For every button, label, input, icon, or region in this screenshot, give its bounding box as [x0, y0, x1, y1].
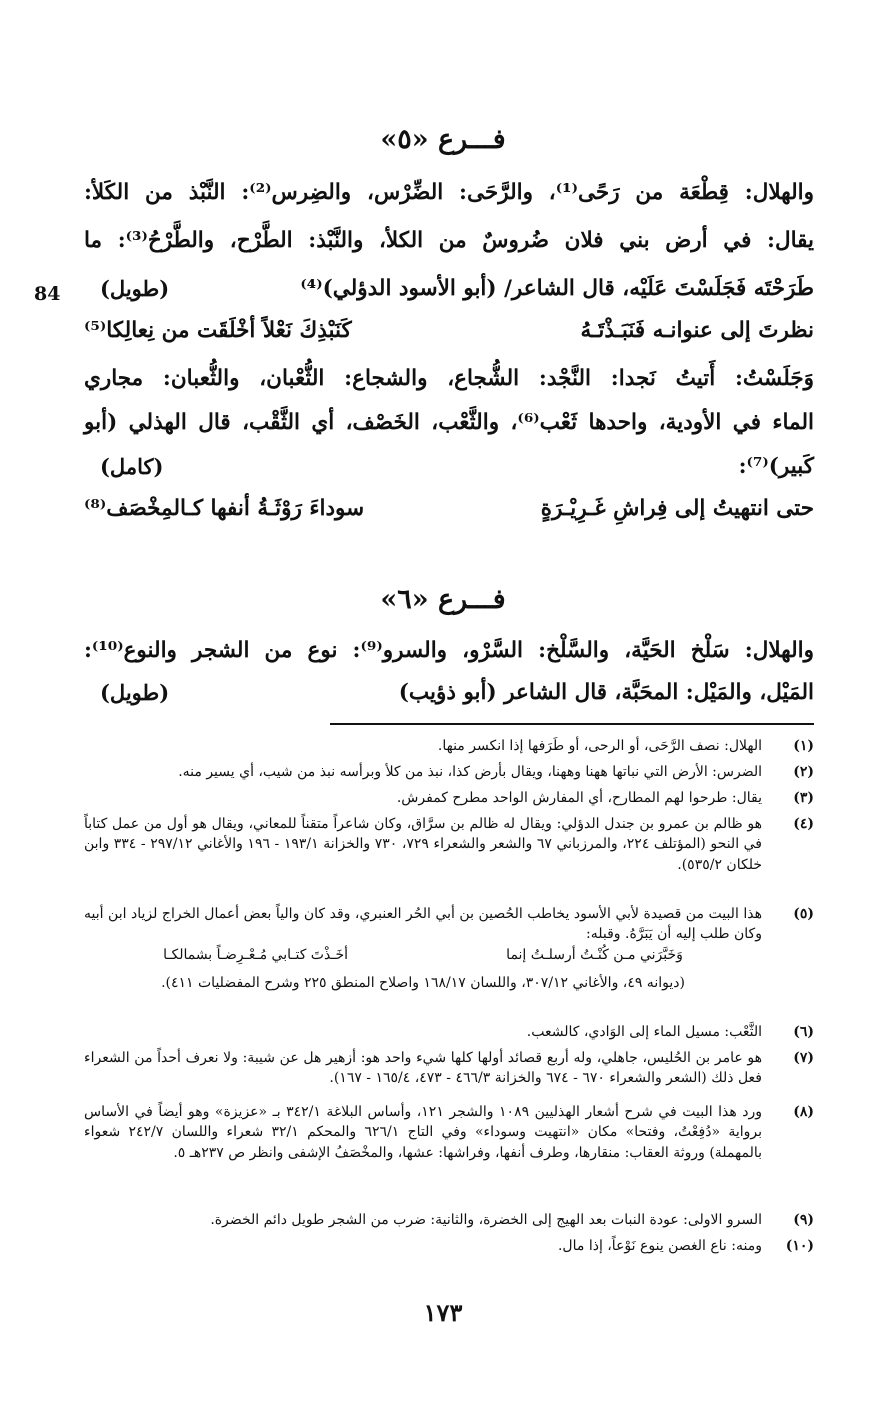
meter-label-2: (كامل)	[100, 454, 164, 479]
footnote-4	[84, 814, 814, 875]
footnote-8	[84, 1102, 814, 1163]
margin-number: 84	[34, 283, 61, 305]
footnote-number: (٨)	[793, 1104, 814, 1120]
verse-1-first-hemistich: نظرتَ إلى عنوانـه فَنَبَـذْتَـهُ	[580, 318, 814, 343]
verse-1	[84, 318, 814, 343]
footnote-number: (٤)	[793, 816, 814, 832]
page-number: ١٧٣	[423, 1298, 463, 1327]
footnote-3	[84, 788, 814, 808]
footnote-verse-second-hemistich: أخَـذْتَ كتـابي مُـعْـرِضـاً بشمالكـا	[163, 946, 348, 963]
footnote-text: هذا البيت من قصيدة لأبي الأسود يخاطب الحُصين بن أبي الحُر العنبري، وقد كان والياً بعض أعمال الخراج لزياد ابن أبيه وكان طلب إليه أن يَبَرَّهُ. وقبله:	[84, 906, 762, 943]
section-5-line-3: طَرَحْتَه فَجَلَسْتَ عَلَيْه، قال الشاعر/ (أبو الأسود الدؤلي)⁽⁴⁾	[300, 276, 814, 301]
section-6-line-2: المَيْل، والمَيْل: المحَبَّة، قال الشاعر (أبو ذؤيب)	[398, 680, 814, 705]
footnote-number: (٩)	[793, 1212, 814, 1228]
section-5-line-4: وَجَلَسْتُ: أَتيتُ نَجدا: النَّجْد: الشُّجاع، والشجاع: الثُّعْبان، والثُّعبان: مجاري	[84, 366, 814, 391]
footnote-number: (٥)	[793, 906, 814, 922]
meter-label-3: (طويل)	[100, 680, 170, 705]
footnote-text: الثَّعْب: مسيل الماء إلى الوَادي، كالشعب.	[526, 1024, 762, 1040]
section-5-heading: فـــرع «٥»	[380, 124, 506, 155]
verse-2-second-hemistich: سوداءَ رَوْثَـةُ أنفها كـالمِخْصَف⁽⁸⁾	[84, 496, 365, 521]
footnote-7	[84, 1048, 814, 1089]
footnote-text: هو عامر بن الحُليس، جاهلي، وله أربع قصائد أولها كلها شيء واحد هو: أزهير هل عن شيبة: ولا نعرف أحداً من الشعراء فعل ذلك (الشعر والشعراء ٦٧٠ - ٦٧٤ والخزانة ٤٦٦/٣ - ٤٧٣، ١٦٥/٤ - ١٦٧).	[84, 1050, 762, 1087]
footnote-10	[84, 1236, 814, 1256]
meter-label-1: (طويل)	[100, 276, 170, 301]
footnote-number: (٣)	[793, 790, 814, 806]
footnote-separator	[330, 723, 814, 725]
footnote-text: يقال: طرحوا لهم المطارح، أي المفارش الواحد مطرح كمفرش.	[396, 790, 762, 806]
footnote-citation: (ديوانه ٤٩، والأغاني ٣٠٧/١٢، واللسان ١٦٨/١٧ واصلاح المنطق ٢٢٥ وشرح المفضليات ٤١١).	[161, 974, 685, 991]
footnote-text: الضرس: الأرض التي نباتها ههنا وههنا، ويقال بأرض كذا، نبذ من كلأ وبرأسه نبذ من شيب، أي يسير منه.	[178, 764, 762, 780]
section-5-line-2: يقال: في أرض بني فلان ضُروسٌ من الكلأ، والنَّبْذ: الطَّرْح، والطَّرْحُ⁽³⁾: ما	[84, 228, 814, 253]
section-6-line-1: والهلال: سَلْخ الحَيَّة، والسَّلْخ: السَّرْو، والسرو⁽⁹⁾: نوع من الشجر والنوع⁽¹⁰⁾:	[84, 638, 814, 663]
footnote-text: ورد هذا البيت في شرح أشعار الهذليين ١٠٨٩ والشجر ١٢١، وأساس البلاغة ٣٤٢/١ بـ «عزيزة» وهو أيضاً في الأساس برواية «دُفِعْتُ، وفتحا» مكان «انتهيت وسوداء» وفي التاج ٦٢٦/١ والمحكم ٣٢/١ شعراء واللسان ٢٤٢/٧ شعواء بالمهملة) وروثة العقاب: منقارها، وطرف أنفها، وفراشها: عشها، والمخْصَفُ الإشفى وانظر ص ٢٣٧هـ ٥.	[84, 1104, 762, 1161]
footnote-number: (١٠)	[785, 1238, 814, 1254]
footnote-2	[84, 762, 814, 782]
section-5-line-6: كَبير)⁽⁷⁾:	[738, 454, 814, 479]
footnote-number: (٧)	[793, 1050, 814, 1066]
verse-2	[84, 496, 814, 521]
footnote-number: (٦)	[793, 1024, 814, 1040]
footnote-9	[84, 1210, 814, 1230]
footnote-6	[84, 1022, 814, 1042]
footnote-text: السرو الاولى: عودة النبات بعد الهيج إلى الخضرة، والثانية: ضرب من الشجر طويل دائم الخضرة.	[210, 1212, 762, 1228]
footnote-verse-first-hemistich: وَخَبَّرَني مـن كُنْـتُ أرسلـتُ إنما	[506, 946, 683, 963]
footnote-text: الهلال: نصف الرَّحَى، أو الرحى، أو طَرَفها إذا انكسر منها.	[437, 738, 762, 754]
footnote-1	[84, 736, 814, 756]
verse-1-second-hemistich: كَنَبْذِكَ نَعْلاً أخْلَقَت من نِعالِكا⁽⁵⁾	[84, 318, 352, 343]
footnote-number: (٢)	[793, 764, 814, 780]
footnote-number: (١)	[793, 738, 814, 754]
footnote-text: ومنه: ناع الغصن ينوع نَوْعاً، إذا مال.	[557, 1238, 762, 1254]
section-5-line-5: الماء في الأودية، واحدها ثَعْب⁽⁶⁾، والثَّعْب، الخَصْف، أي الثَّقْب، قال الهذلي (أبو	[84, 410, 814, 435]
verse-2-first-hemistich: حتى انتهيتُ إلى فِراشِ غَـرِيْـرَةٍ	[540, 496, 814, 521]
section-5-line-1: والهلال: قِطْعَة من رَحًى⁽¹⁾، والرَّحَى: الضِّرْس، والضِرس⁽²⁾: النَّبْذ من الكَلأ:	[84, 180, 814, 205]
footnote-5	[84, 904, 814, 993]
section-6-heading: فـــرع «٦»	[380, 584, 506, 615]
footnote-verse	[84, 945, 762, 965]
footnote-text: هو ظالم بن عمرو بن جندل الدؤلي: ويقال له ظالم بن سرَّاق، وكان شاعراً متقناً للمعاني، ويقال هو أول من عمل كتاباً في النحو (المؤتلف ٢٢٤، والمرزباني ٦٧ والشعر والشعراء ٧٢٩، ٧٣٠ والخزانة ١٩٣/١ - ١٩٦ والأغاني ٢٩٧/١٢ - ٣٣٤ وابن خلكان ٥٣٥/٢).	[84, 816, 762, 873]
